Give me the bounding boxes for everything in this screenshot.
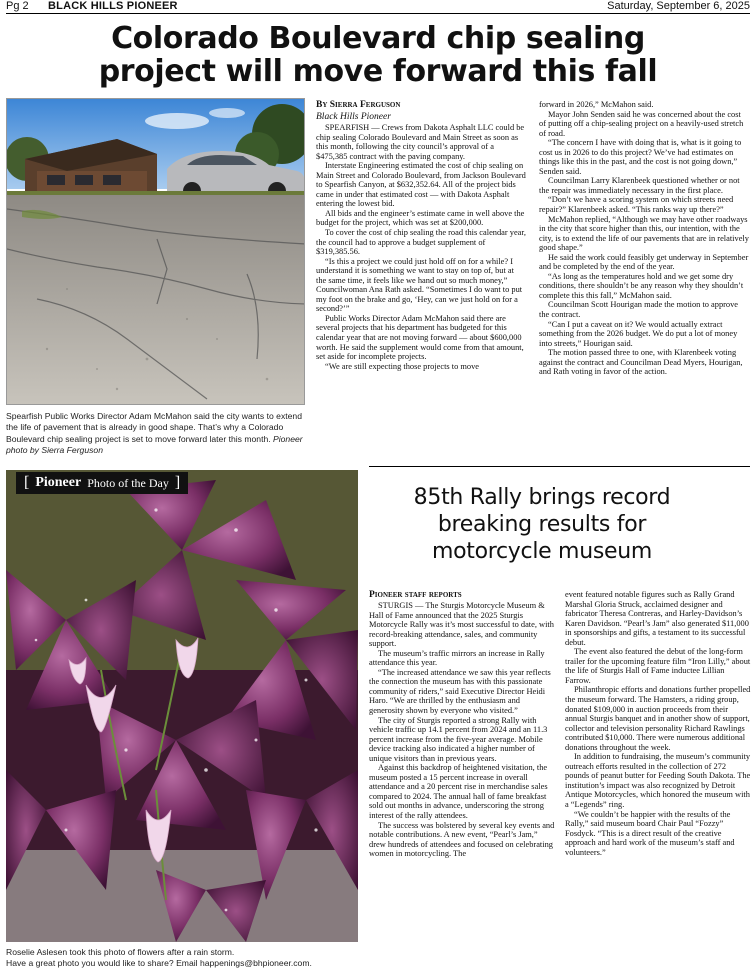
story1-column-a [316, 100, 526, 371]
banner-bracket-right: ] [174, 474, 181, 491]
story1-paragraph: Councilman Scott Hourigan made the motion to approve the contract. [539, 300, 739, 320]
story1-paragraph: To cover the cost of chip sealing the road this calendar year, the council had to approve a budget supplement of $319,385.56. [316, 228, 526, 257]
story1-paragraph: Mayor John Senden said he was concerned about the cost of putting off a chip-sealing project on a heavily-used stretch of road. [539, 109, 744, 138]
issue-date: Saturday, September 6, 2025 [607, 0, 750, 12]
story2-paragraph: “The increased attendance we saw this year reflects the connection the museum has with this passionate community of riders,” said Executive Director Heidi Haro. “We are thrilled by the enthusiasm and generosity shown by everyone who visited.” [369, 667, 551, 716]
story1-byline: By Sierra Ferguson [316, 100, 401, 110]
potd-caption-line2: Have a great photo you would like to share? Email happenings@bhpioneer.com. [6, 958, 312, 969]
story2-column-c [369, 590, 555, 859]
flowers-photo [6, 470, 358, 942]
pavement-photo [7, 99, 305, 405]
story1-column-b [539, 100, 749, 377]
story1-caption [6, 411, 306, 457]
story2-paragraph: event featured notable figures such as Rally Grand Marshal Gloria Struck, acclaimed designer and fabricator Theresa Contreras, and Harley-Davidson’s Karen Davidson. “Pearl’s Jam” also generated $11,000 in sponsorships and gifts, a testament to its successful debut. [565, 590, 749, 647]
page-number: Pg 2 [6, 0, 29, 12]
photo-of-the-day [6, 470, 358, 942]
story2-paragraph: The event also featured the debut of the long-form trailer for the upcoming feature film “Iron Lilly,” about the life of Sturgis Hall of Fame inductee Lillian Farrow. [565, 647, 751, 685]
story2-paragraph: STURGIS — The Sturgis Motorcycle Museum & Hall of Fame announced that the 2025 Sturgis Motorcycle Rally was it’s most successful to date, with record-breaking attendance, sales, and community support. [369, 601, 554, 649]
story1-paragraph: He said the work could feasibly get underway in September and be completed by the end of the year. [539, 252, 749, 272]
story1-paragraph: “The concern I have with doing that is, what is it going to cost us in 2026 to do this project? We’ve had estimates on things like this in the past, and the cost is not going down,” Senden said. [539, 138, 742, 176]
newspaper-name: BLACK HILLS PIONEER [48, 0, 178, 12]
banner-bracket-left: [ [24, 474, 30, 491]
potd-caption-line1: Roselie Aslesen took this photo of flowers after a rain storm. [6, 947, 235, 957]
story1-paragraph: “Don’t we have a scoring system on which streets need repair?” Klarenbeek asked. “This ranks way up there?” [539, 195, 734, 215]
story2-paragraph: Against this backdrop of heightened visitation, the museum posted a 15 percent increase in overall attendance and a 20 percent rise in merchandise sales compared to 2024. The annual hall of fame breakfast sold out months in advance, underscoring the strong interest of the rally attendees. [369, 763, 548, 821]
story1-photo-credit: Pioneer photo by Sierra Ferguson [6, 433, 303, 456]
story2-paragraph: Philanthropic efforts and donations further propelled the museum forward. The Hamsters, a riding group, donated $109,000 in auction proceeds from their annual Sturgis banquet and in another show of support, collector and television personality Richard Rawlings contributed $10,000. There were numerous additional donations throughout the week. [565, 685, 751, 752]
story1-paragraph: Public Works Director Adam McMahon said there are several projects that his department has budgeted for this calendar year that are not moving forward — about $600,000 worth. He said the supplement would come from that amount, set aside for incomplete projects. [316, 313, 524, 362]
story1-caption-text: Spearfish Public Works Director Adam McMahon said the city wants to extend the life of pavement that is already in good shape. That’s why a Colorado Boulevard chip sealing project is set to move forward later this month. [6, 411, 302, 444]
story2-paragraph: The success was bolstered by several key events and notable contributions. A new event, “Pearl’s Jam,” drew hundreds of attendees and focused on celebrating women in motorcycling. The [369, 820, 555, 859]
story2-byline: Pioneer staff reports [369, 590, 462, 600]
story1-paragraph: “We are still expecting those projects to move [325, 361, 479, 371]
story2-paragraph: In addition to fundraising, the museum’s community outreach efforts resulted in the collection of 272 pounds of peanut butter for Feeding South Dakota. The institution’s impact was also recognized by Detroit Antique Motorcycles, which honored the museum with a “Legends” ring. [565, 752, 751, 810]
banner-label: Photo of the Day [87, 475, 169, 490]
photo-of-the-day-banner [16, 472, 188, 494]
story1-paragraph: “Can I put a caveat on it? We would actually extract something from the 2026 budget. We do put a lot of money into streets,” Hourigan said. [539, 319, 738, 348]
story1-paragraph: Interstate Engineering estimated the cost of chip sealing on Main Street and Colorado Boulevard, from Jackson Boulevard to Spearfish Canyon, at $632,352.64. All of the project bids came in under that estimated cost — with Dakota Asphalt entering the lowest bid. [316, 161, 526, 209]
story1-paragraph: forward in 2026,” McMahon said. [539, 100, 654, 109]
photo-of-the-day-caption [6, 947, 366, 970]
page-header [6, 0, 750, 14]
story1-headline: Colorado Boulevard chip sealing project will move forward this fall [98, 21, 658, 89]
story1-byline-org: Black Hills Pioneer [316, 112, 391, 122]
story1-paragraph: SPEARFISH — Crews from Dakota Asphalt LLC could be chip sealing Colorado Boulevard and Main Street as soon as this month, following the city council’s approval of a $475,385 contract with the paving company. [316, 123, 525, 161]
story1-paragraph: “Is this a project we could just hold off on for a while? I understand it is something we want to stay on top of, but at the same time, it feels like we hand out so much money,” Councilwoman Ana Rath asked. “Sometimes I do want to put my foot on the brake and go, ‘Hey, can we just hold on for a second?’” [316, 256, 523, 314]
story2-headline: 85th Rally brings record breaking results for motorcycle museum [413, 485, 671, 564]
story1-paragraph: Councilman Larry Klarenbeek questioned whether or not the repair was immediately necessary in the first place. [539, 176, 740, 195]
story1-paragraph: The motion passed three to one, with Klarenbeek voting against the contract and Councilman Dead Myers, Hourigan, and Rath voting in favor of the action. [539, 348, 743, 377]
story2-paragraph: “We couldn’t be happier with the results of the Rally,” said museum board Chair Paul “Fozzy” Fosdyck. “This is a direct result of the creative approach and hard work of the museum’s staff and volunteers.” [565, 809, 735, 857]
story1-paragraph: McMahon replied, “Although we may have other roadways in the city that score higher than this, our intention, with the city, is to extend the life of our pavements that are in relatively good shape.” [539, 214, 749, 253]
banner-brand: Pioneer [35, 475, 82, 490]
story1-paragraph: All bids and the engineer’s estimate came in well above the budget for the project, which was set at $200,000. [316, 208, 525, 228]
story2-paragraph: The city of Sturgis reported a strong Rally with vehicle traffic up 14.1 percent from 2024 and an 11.3 percent increase from the five-year average. Mobile device tracking also indicated a higher number of unique visitors than in previous years. [369, 715, 548, 763]
story2-column-d [565, 590, 751, 857]
story1-paragraph: “As long as the temperatures hold and we get some dry conditions, there shouldn’t be any reason why they shouldn’t complete this this fall,” McMahon said. [539, 271, 744, 300]
section-divider [369, 466, 750, 467]
story2-paragraph: The museum’s traffic mirrors an increase in Rally attendance this year. [369, 648, 545, 668]
story1-photo [6, 98, 305, 405]
